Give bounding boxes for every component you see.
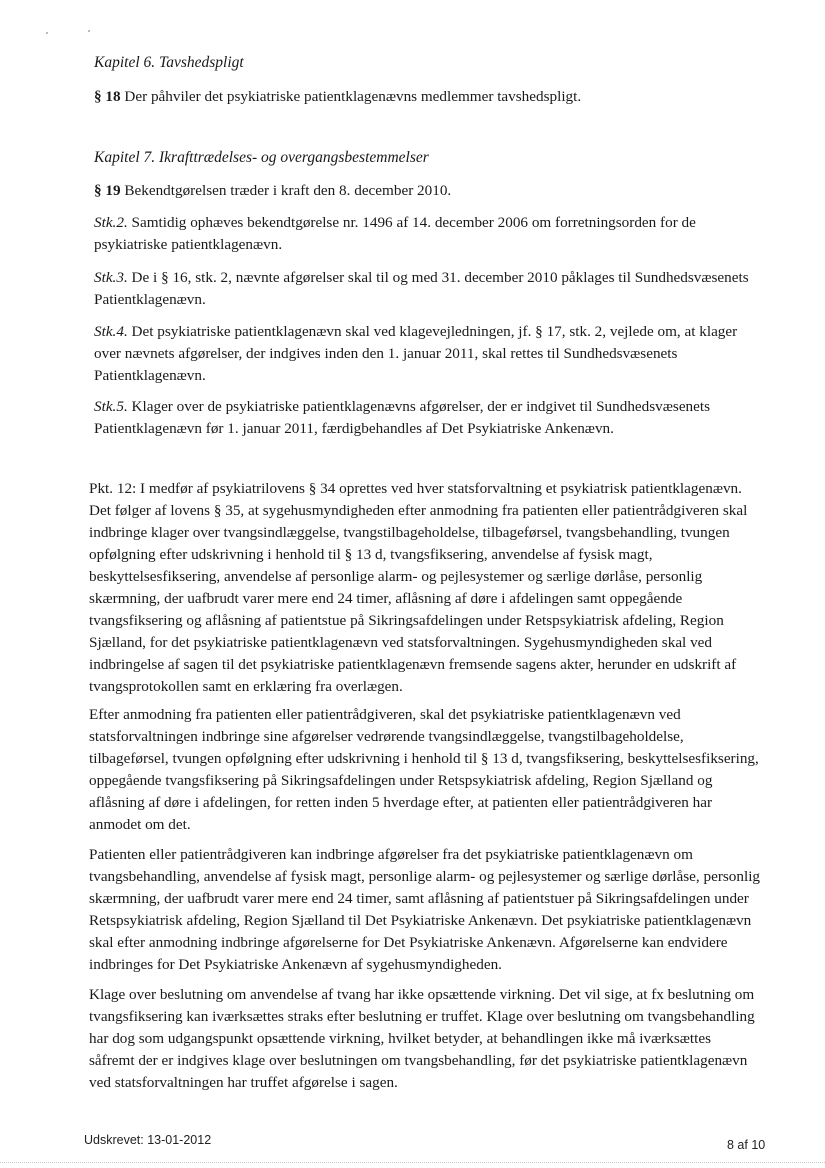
paragraph-line: ved statsforvaltningen har truffet afgørelse i sagen. [89, 1074, 398, 1091]
paragraph-line: beskyttelsesfiksering, anvendelse af personlige alarm- og pejlesystemer og særlige dørlåse, personlig [89, 568, 703, 585]
paragraph-line: Klage over beslutning om anvendelse af tvang har ikke opsættende virkning. Det vil sige, at fx beslutning om [89, 986, 755, 1003]
section-18-symbol: § 18 [94, 88, 121, 105]
paragraph-line: tvangsbehandling, anvendelse af fysisk magt, personlige alarm- og pejlesystemer og særlige dørlåse, personlig [89, 868, 761, 885]
paragraph-line: indbringe klager over tvangsindlæggelse, tvangstilbageholdelse, tilbageførsel, tvangsbehandling, tvungen [89, 524, 730, 541]
chapter-7-heading: Kapitel 7. Ikrafttrædelses- og overgangsbestemmelser [94, 149, 429, 166]
paragraph-line: Pkt. 12: I medfør af psykiatrilovens § 34 oprettes ved hver statsforvaltning et psykiatrisk patientklagenævn. [89, 480, 742, 497]
paragraph-line: Efter anmodning fra patienten eller patientrådgiveren, skal det psykiatriske patientklagenævn ved [89, 706, 681, 723]
paragraph-line: skal efter anmodning indbringe afgørelserne for Det Psykiatriske Ankenævn. Afgørelserne kan endvidere [89, 934, 728, 951]
paragraph-line: tvangsfiksering og aflåsning af patientstue på Sikringsafdelingen under Retspsykiatrisk afdeling, Region [89, 612, 724, 629]
stk-5-label: Stk.5. [94, 398, 128, 415]
stk-4-label: Stk.4. [94, 323, 128, 340]
stk-2-line: psykiatriske patientklagenævn. [94, 236, 283, 253]
paragraph-line: Patienten eller patientrådgiveren kan indbringe afgørelser fra det psykiatriske patientklagenævn om [89, 846, 693, 863]
bottom-divider [0, 1162, 825, 1163]
paragraph-line: skærmning, der uafbrudt varer mere end 24 timer, aflåsning af døre i afdelingen samt oppegående [89, 590, 683, 607]
paragraph-line: Det følger af lovens § 35, at sygehusmyndigheden efter anmodning fra patienten eller patientrådgiveren skal [89, 502, 748, 519]
paragraph-pkt-12 [89, 478, 761, 698]
chapter-6-heading: Kapitel 6. Tavshedspligt [94, 54, 244, 71]
stk-3 [94, 267, 774, 311]
paragraph-court [89, 704, 761, 836]
stk-4-line: over nævnets afgørelser, der indgives inden den 1. januar 2011, skal rettes til Sundhedsvæsenets [94, 345, 678, 362]
stk-4 [94, 321, 774, 387]
stk-3-label: Stk.3. [94, 269, 128, 286]
scan-speck [88, 30, 90, 32]
scan-speck [46, 32, 48, 34]
stk-3-line: Patientklagenævn. [94, 291, 206, 308]
section-19-text: Bekendtgørelsen træder i kraft den 8. december 2010. [124, 182, 452, 199]
paragraph-ankenaevn [89, 844, 761, 976]
paragraph-line: aflåsning af døre i afdelingen, for retten inden 5 hverdage efter, at patienten eller patientrådgiveren har [89, 794, 713, 811]
paragraph-line: statsforvaltningen indbringe sine afgørelser vedrørende tvangsindlæggelse, tvangstilbageholdelse, [89, 728, 684, 745]
paragraph-line: opfølgning efter udskrivning i henhold til § 13 d, tvangsfiksering, anvendelse af fysisk magt, [89, 546, 653, 563]
stk-2 [94, 212, 774, 256]
section-19-symbol: § 19 [94, 182, 121, 199]
paragraph-line: oppegående tvangsfiksering på Sikringsafdelingen under Retspsykiatrisk afdeling, Region Sjælland og [89, 772, 713, 789]
paragraph-line: tilbageførsel, tvungen opfølgning efter udskrivning i henhold til § 13 d, tvangsfiksering, beskyttelsesfiksering, [89, 750, 759, 767]
paragraph-line: tvangsfiksering kan iværksættes straks efter beslutning er truffet. Klage over beslutning om tvangsbehandling [89, 1008, 755, 1025]
section-18-text: Der påhviler det psykiatriske patientklagenævns medlemmer tavshedspligt. [124, 88, 582, 105]
stk-4-line: Det psykiatriske patientklagenævn skal ved klagevejledningen, jf. § 17, stk. 2, vejlede om, at klager [131, 323, 738, 340]
paragraph-line: indbringes for Det Psykiatriske Ankenævn af sygehusmyndigheden. [89, 956, 502, 973]
paragraph-line: Sjælland, for det psykiatriske patientklagenævn ved statsforvaltningen. Sygehusmyndigheden skal ved [89, 634, 712, 651]
paragraph-line: indbringelse af sagen til det psykiatriske patientklagenævn fremsende sagens akter, herunder en udskrift af [89, 656, 737, 673]
stk-5-line: Patientklagenævn før 1. januar 2011, færdigbehandles af Det Psykiatriske Ankenævn. [94, 420, 614, 437]
paragraph-line: såfremt der er indgives klage over beslutningen om tvangsbehandling, før det psykiatriske patientklagenævn [89, 1052, 748, 1069]
page-number: 8 af 10 [727, 1138, 766, 1152]
stk-2-line: Samtidig ophæves bekendtgørelse nr. 1496 af 14. december 2006 om forretningsorden for de [131, 214, 696, 231]
paragraph-line: anmodet om det. [89, 816, 191, 833]
stk-5 [94, 396, 774, 440]
stk-2-label: Stk.2. [94, 214, 128, 231]
paragraph-line: skærmning, der uafbrudt varer mere end 24 timer, samt aflåsning af patientstuer på Sikringsafdelingen under [89, 890, 749, 907]
printed-date: Udskrevet: 13-01-2012 [84, 1133, 212, 1147]
stk-4-line: Patientklagenævn. [94, 367, 206, 384]
paragraph-line: Retspsykiatrisk afdeling, Region Sjælland til Det Psykiatriske Ankenævn. Det psykiatriske patientklagenævn [89, 912, 752, 929]
section-18 [94, 86, 581, 108]
paragraph-line: har dog som udgangspunkt opsættende virkning, hvilket betyder, at behandlingen ikke må iværksættes [89, 1030, 711, 1047]
paragraph-opsaettende [89, 984, 761, 1094]
paragraph-line: tvangsprotokollen samt en erklæring fra overlægen. [89, 678, 403, 695]
stk-3-line: De i § 16, stk. 2, nævnte afgørelser skal til og med 31. december 2010 påklages til Sundhedsvæsenets [131, 269, 749, 286]
section-19 [94, 180, 451, 202]
stk-5-line: Klager over de psykiatriske patientklagenævns afgørelser, der er indgivet til Sundhedsvæsenets [131, 398, 711, 415]
